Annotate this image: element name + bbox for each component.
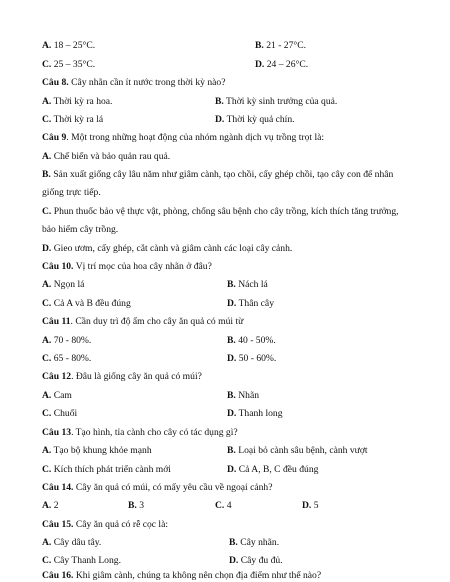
option-text: Thời kỳ ra hoa. bbox=[53, 96, 113, 107]
q9-option-c-cont bbox=[42, 224, 118, 236]
question-text: . Tạo hình, tỉa cành cho cây có tác dụng gì? bbox=[71, 427, 238, 438]
option-key: D. bbox=[302, 500, 312, 511]
q11-option-c bbox=[42, 353, 91, 365]
question-13 bbox=[42, 427, 238, 439]
option-text: 65 - 80%. bbox=[53, 353, 92, 364]
q14-option-b bbox=[128, 500, 144, 512]
q10-option-d bbox=[227, 298, 274, 310]
q12-option-b bbox=[227, 390, 259, 402]
option-text: Thanh long bbox=[238, 408, 283, 419]
option-text: 50 - 60%. bbox=[238, 353, 277, 364]
option-key: D. bbox=[227, 298, 237, 309]
option-text: 18 – 25°C. bbox=[53, 40, 96, 51]
q7-option-c bbox=[42, 59, 95, 71]
q12-option-d bbox=[227, 408, 283, 420]
option-key: A. bbox=[42, 96, 52, 107]
option-text: Thân cây bbox=[238, 298, 274, 309]
question-number: Câu 13 bbox=[42, 427, 72, 438]
option-key: B. bbox=[227, 335, 236, 346]
q9-option-b bbox=[42, 169, 393, 181]
q15-option-d bbox=[229, 555, 283, 567]
option-text: Cây Thanh Long. bbox=[53, 555, 121, 566]
q10-option-a bbox=[42, 279, 84, 291]
q7-option-b bbox=[255, 40, 306, 52]
option-text: Tạo bộ khung khỏe mạnh bbox=[53, 445, 152, 456]
question-number: Câu 8. bbox=[42, 77, 69, 88]
q8-option-b bbox=[215, 96, 337, 108]
option-text: 70 - 80%. bbox=[53, 335, 92, 346]
option-text: Gieo ươm, cấy ghép, cắt cành và giâm cành các loại cây cảnh. bbox=[53, 243, 293, 254]
question-text: Vị trí mọc của hoa cây nhãn ở đâu? bbox=[75, 261, 212, 272]
option-key: C. bbox=[42, 464, 52, 475]
option-key: B. bbox=[255, 40, 264, 51]
option-text: Ngọn lá bbox=[53, 279, 85, 290]
question-number: Câu 10. bbox=[42, 261, 74, 272]
option-key: B. bbox=[227, 279, 236, 290]
option-text: Nách lá bbox=[238, 279, 268, 290]
option-text: Cả A và B đều đúng bbox=[53, 298, 131, 309]
option-key: C. bbox=[42, 114, 52, 125]
option-key: C. bbox=[42, 408, 52, 419]
option-key: C. bbox=[42, 206, 52, 217]
q7-option-d bbox=[255, 59, 308, 71]
option-text: Cam bbox=[53, 390, 72, 401]
option-key: A. bbox=[42, 537, 52, 548]
question-8 bbox=[42, 77, 225, 89]
option-text: Thời kỳ sinh trưởng của quả. bbox=[226, 96, 338, 107]
option-key: B. bbox=[227, 445, 236, 456]
option-key: C. bbox=[42, 298, 52, 309]
question-14 bbox=[42, 482, 272, 494]
q9-option-a bbox=[42, 151, 170, 163]
option-key: D. bbox=[215, 114, 225, 125]
option-text: 40 - 50%. bbox=[238, 335, 276, 346]
option-text: Nhãn bbox=[238, 390, 259, 401]
q11-option-b bbox=[227, 335, 276, 347]
q14-option-c bbox=[215, 500, 232, 512]
option-text: 3 bbox=[139, 500, 145, 511]
option-text: Cây dâu tây. bbox=[53, 537, 102, 548]
q8-option-c bbox=[42, 114, 103, 126]
question-9 bbox=[42, 132, 324, 144]
q13-option-d bbox=[227, 464, 318, 476]
option-key: D. bbox=[255, 59, 265, 70]
question-number: Câu 14. bbox=[42, 482, 74, 493]
q13-option-c bbox=[42, 464, 171, 476]
q8-option-a bbox=[42, 96, 112, 108]
option-key: A. bbox=[42, 279, 52, 290]
question-text: . Cần duy trì độ ẩm cho cây ăn quả có múi từ bbox=[70, 316, 244, 327]
option-key: C. bbox=[42, 59, 52, 70]
q10-option-c bbox=[42, 298, 131, 310]
q14-option-a bbox=[42, 500, 59, 512]
option-text: 21 - 27°C. bbox=[266, 40, 307, 51]
question-text: . Đâu là giống cây ăn quả có múi? bbox=[71, 371, 202, 382]
option-text: Chế biến và bảo quản rau quả. bbox=[53, 151, 171, 162]
option-key: A. bbox=[42, 335, 52, 346]
question-10 bbox=[42, 261, 212, 273]
option-key: D. bbox=[229, 555, 239, 566]
option-text: Thời kỳ ra lá bbox=[53, 114, 104, 125]
question-number: Câu 12 bbox=[42, 371, 72, 382]
option-key: C. bbox=[215, 500, 225, 511]
option-key: D. bbox=[42, 243, 52, 254]
option-text: bảo hiểm cây trồng. bbox=[42, 224, 119, 235]
question-number: Câu 16. bbox=[42, 570, 74, 581]
q11-option-d bbox=[227, 353, 276, 365]
option-text: Cây đu đủ. bbox=[240, 555, 283, 566]
option-key: B. bbox=[227, 390, 236, 401]
q15-option-b bbox=[229, 537, 279, 549]
option-text: 5 bbox=[313, 500, 319, 511]
q12-option-c bbox=[42, 408, 77, 420]
question-text: . Một trong những hoạt động của nhóm ngành dịch vụ trồng trọt là: bbox=[66, 132, 325, 143]
q7-option-a bbox=[42, 40, 95, 52]
option-text: Loại bỏ cành sâu bệnh, cành vượt bbox=[238, 445, 368, 456]
option-text: 25 – 35°C. bbox=[53, 59, 96, 70]
option-text: Cây nhãn. bbox=[240, 537, 280, 548]
q9-option-b-cont bbox=[42, 187, 101, 199]
option-text: giống trực tiếp. bbox=[42, 187, 101, 198]
option-key: B. bbox=[42, 169, 51, 180]
option-text: Sản xuất giống cây lâu năm như giâm cành, tạo chồi, cấy ghép chồi, tạo cây con để nhân bbox=[53, 169, 394, 180]
option-key: A. bbox=[42, 445, 52, 456]
option-text: 4 bbox=[226, 500, 232, 511]
q10-option-b bbox=[227, 279, 268, 291]
q8-option-d bbox=[215, 114, 295, 126]
q15-option-a bbox=[42, 537, 101, 549]
option-text: 2 bbox=[53, 500, 59, 511]
question-text: Cây ăn quả có múi, có mấy yêu cầu về ngoại cảnh? bbox=[75, 482, 273, 493]
option-text: Thời kỳ quả chín. bbox=[226, 114, 295, 125]
option-key: B. bbox=[128, 500, 137, 511]
question-text: Cây ăn quả có rễ cọc là: bbox=[75, 519, 169, 530]
option-key: C. bbox=[42, 353, 52, 364]
q9-option-d bbox=[42, 243, 292, 255]
q12-option-a bbox=[42, 390, 72, 402]
option-text: Kích thích phát triển cành mới bbox=[53, 464, 171, 475]
question-11 bbox=[42, 316, 243, 328]
question-number: Câu 15. bbox=[42, 519, 74, 530]
q13-option-b bbox=[227, 445, 368, 457]
question-number: Câu 11 bbox=[42, 316, 71, 327]
option-text: Phun thuốc bảo vệ thực vật, phòng, chống sâu bệnh cho cây trồng, kích thích tăng trưởng, bbox=[53, 206, 399, 217]
q9-option-c bbox=[42, 206, 399, 218]
option-key: A. bbox=[42, 151, 52, 162]
option-key: D. bbox=[227, 408, 237, 419]
option-key: A. bbox=[42, 390, 52, 401]
option-text: Cả A, B, C đều đúng bbox=[238, 464, 319, 475]
option-key: A. bbox=[42, 40, 52, 51]
q13-option-a bbox=[42, 445, 152, 457]
option-text: Chuối bbox=[53, 408, 78, 419]
option-key: B. bbox=[215, 96, 224, 107]
option-text: 24 – 26°C. bbox=[266, 59, 309, 70]
question-text: Khi giâm cành, chúng ta không nên chọn địa điểm như thế nào? bbox=[75, 570, 322, 581]
option-key: D. bbox=[227, 353, 237, 364]
q14-option-d bbox=[302, 500, 319, 512]
question-text: Cây nhãn cần ít nước trong thời kỳ nào? bbox=[71, 77, 226, 88]
q11-option-a bbox=[42, 335, 91, 347]
option-key: D. bbox=[227, 464, 237, 475]
question-16 bbox=[42, 570, 321, 582]
question-number: Câu 9 bbox=[42, 132, 67, 143]
option-key: B. bbox=[229, 537, 238, 548]
q15-option-c bbox=[42, 555, 121, 567]
option-key: C. bbox=[42, 555, 52, 566]
question-15 bbox=[42, 519, 168, 531]
question-12 bbox=[42, 371, 202, 383]
option-key: A. bbox=[42, 500, 52, 511]
